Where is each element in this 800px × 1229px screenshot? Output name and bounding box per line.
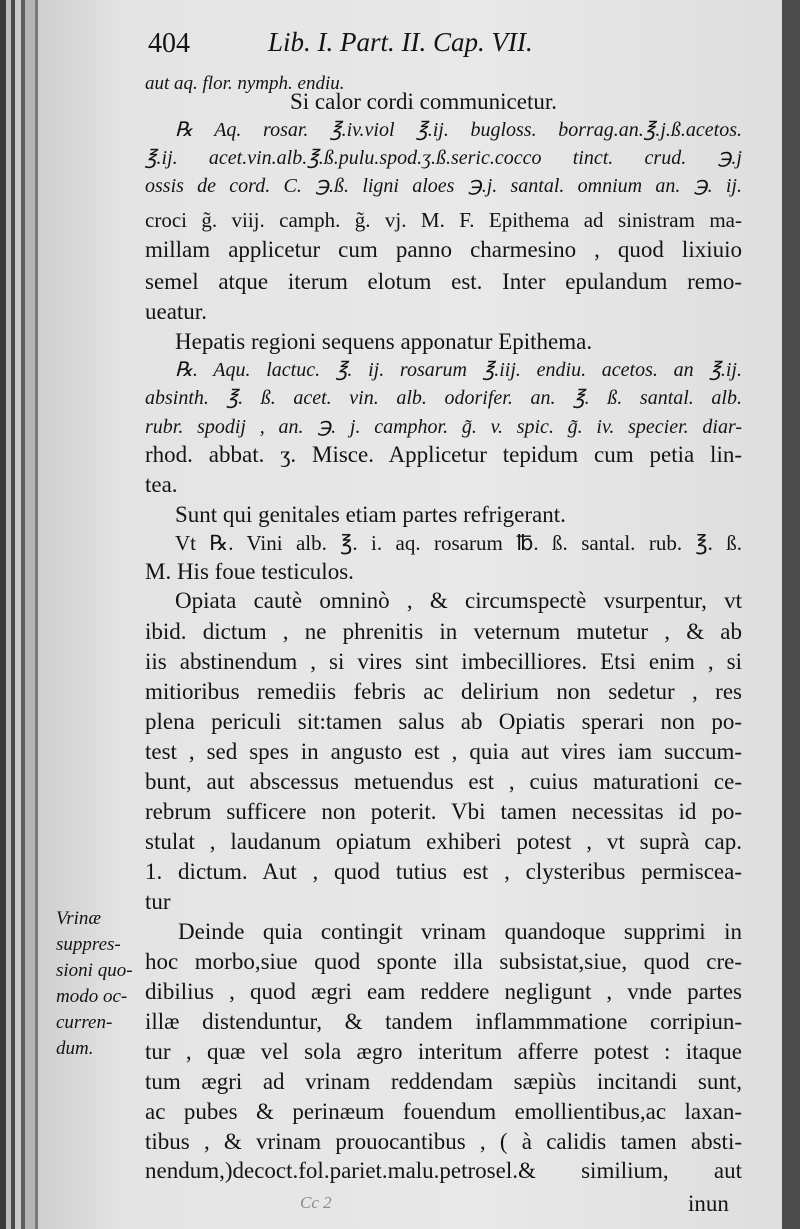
text-line: bunt, aut abscessus metuendus est , cuius maturationi ce- [145, 769, 742, 794]
signature-mark: Cc 2 [300, 1193, 332, 1212]
text-line: stulat , laudanum opiatum exhiberi potest , vt suprà cap. [145, 829, 742, 854]
text-line: ac pubes & perinæum fouendum emollientibus,ac laxan- [145, 1099, 742, 1124]
text-line: 1. dictum. Aut , quod tutius est , clysteribus permiscea- [145, 859, 742, 884]
text-line: illæ distenduntur, & tandem inflammmatione corripiun- [145, 1009, 742, 1034]
text-line: plena periculi sit:tamen salus ab Opiatis sperari non po- [145, 709, 742, 734]
text-line: Sunt qui genitales etiam partes refrigerant. [175, 502, 566, 527]
text-line: ibid. dictum , ne phrenitis in veternum mutetur , & ab [145, 619, 742, 644]
margin-note-line: sioni quo- [56, 960, 133, 981]
text-line: ℥.ij. acet.vin.alb.℥.ß.pulu.spod.ʒ.ß.seric.cocco tinct. crud. ℈.j [145, 147, 742, 169]
text-line: tibus , & vrinam prouocantibus , ( à calidis tamen absti- [145, 1129, 742, 1154]
margin-note-line: curren- [56, 1012, 113, 1033]
text-line: ossis de cord. C. ℈.ß. ligni aloes ℈.j. santal. omnium an. ℈. ij. [145, 175, 742, 197]
text-line: ueatur. [145, 299, 207, 324]
text-line: millam applicetur cum panno charmesino , quod lixiuio [145, 237, 742, 262]
text-line: ℞. Aqu. lactuc. ℥. ij. rosarum ℥.iij. endiu. acetos. an ℥.ij. [175, 359, 742, 381]
text-line: aut aq. flor. nymph. endiu. [145, 73, 345, 94]
page-edge-right [782, 0, 800, 1229]
margin-note-line: suppres- [56, 934, 121, 955]
text-line: Hepatis regioni sequens apponatur Epithema. [175, 329, 593, 354]
page-edge [25, 0, 35, 1229]
text-line: iis abstinendum , si vires sint imbecilliores. Etsi enim , si [145, 649, 742, 674]
text-line: rebrum sufficere non poterit. Vbi tamen necessitas id po- [145, 799, 742, 824]
catchword: inun [688, 1191, 729, 1216]
text-line: test , sed spes in angusto est , quia aut vires iam succum- [145, 739, 742, 764]
text-line: dibilius , quod ægri eam reddere negligunt , vnde partes [145, 979, 742, 1004]
text-line: M. His foue testiculos. [145, 559, 354, 584]
margin-note-line: dum. [56, 1038, 94, 1059]
text-line: rubr. spodij , an. ℈. j. camphor. g̃. v. spic. g̃. iv. specier. diar- [145, 416, 742, 438]
margin-note-line: modo oc- [56, 986, 128, 1007]
text-line: Deinde quia contingit vrinam quandoque supprimi in [178, 919, 742, 944]
text-line: croci g̃. viij. camph. g̃. vj. M. F. Epithema ad sinistram ma- [145, 208, 742, 232]
text-line: tea. [145, 472, 178, 497]
text-line: ℞ Aq. rosar. ℥.iv.viol ℥.ij. bugloss. borrag.an.℥.j.ß.acetos. [175, 119, 742, 141]
text-line: absinth. ℥. ß. acet. vin. alb. odorifer. an. ℥. ß. santal. alb. [145, 387, 742, 409]
text-line: nendum,)decoct.fol.pariet.malu.petrosel.& similium, aut [145, 1158, 742, 1183]
text-line: semel atque iterum elotum est. Inter epulandum remo- [145, 269, 742, 294]
margin-note-line: Vrinæ [56, 908, 102, 929]
page-number: 404 [148, 28, 190, 59]
text-line: Si calor cordi communicetur. [290, 89, 557, 114]
text-line: rhod. abbat. ʒ. Misce. Applicetur tepidum cum petia lin- [145, 442, 742, 467]
text-line: Opiata cautè omninò , & circumspectè vsurpentur, vt [175, 588, 742, 613]
text-line: tur , quæ vel sola ægro interitum afferre potest : itaque [145, 1039, 742, 1064]
running-title: Lib. I. Part. II. Cap. VII. [268, 27, 533, 57]
text-line: hoc morbo,siue quod sponte illa subsistat,siue, quod cre- [145, 949, 742, 974]
text-line: Vt ℞. Vini alb. ℥. i. aq. rosarum ℔. ß. santal. rub. ℥. ß. [175, 531, 742, 555]
text-line: mitioribus remediis febris ac delirium non sedetur , res [145, 679, 742, 704]
text-line: tum ægri ad vrinam reddendam sæpiùs incitandi sunt, [145, 1069, 742, 1094]
text-line: tur [145, 889, 171, 914]
